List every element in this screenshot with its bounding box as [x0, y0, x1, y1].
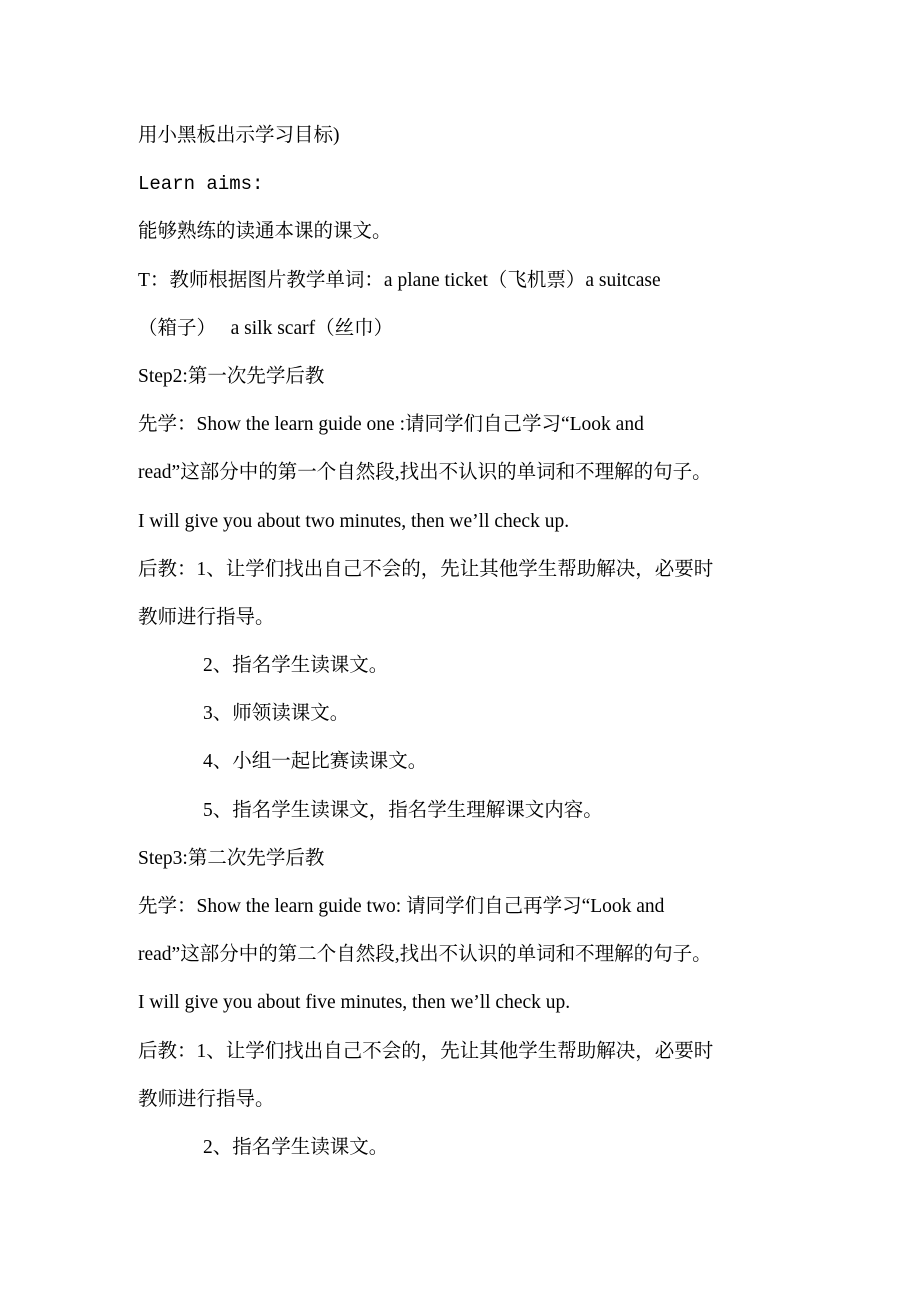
- paragraph-line: 后教：1、让学们找出自己不会的，先让其他学生帮助解决，必要时: [138, 1040, 714, 1062]
- paragraph-line: 教师进行指导。: [138, 1088, 275, 1110]
- section-heading: Step3:第二次先学后教: [138, 847, 325, 869]
- paragraph-line: 用小黑板出示学习目标): [138, 125, 340, 146]
- paragraph-line: 后教：1、让学们找出自己不会的，先让其他学生帮助解决，必要时: [138, 558, 714, 580]
- document-page: [138, 112, 788, 1172]
- list-item: 4、小组一起比赛读课文。: [203, 751, 428, 773]
- paragraph-line: 能够熟练的读通本课的课文。: [138, 221, 392, 243]
- paragraph-line: I will give you about five minutes, then we’ll check up.: [138, 992, 571, 1014]
- paragraph-line: read”这部分中的第二个自然段,找出不认识的单词和不理解的句子。: [138, 944, 712, 966]
- section-heading: Step2:第一次先学后教: [138, 365, 325, 387]
- paragraph-line: （箱子） a silk scarf（丝巾）: [138, 317, 394, 339]
- list-item: 5、指名学生读课文，指名学生理解课文内容。: [203, 799, 603, 821]
- list-item: 2、指名学生读课文。: [203, 1136, 389, 1158]
- paragraph-line: read”这部分中的第一个自然段,找出不认识的单词和不理解的句子。: [138, 462, 712, 484]
- list-item: 3、师领读课文。: [203, 703, 350, 725]
- paragraph-line: I will give you about two minutes, then we’ll check up.: [138, 510, 570, 532]
- paragraph-line: 先学：Show the learn guide one :请同学们自己学习“Look and: [138, 414, 644, 436]
- paragraph-line: 教师进行指导。: [138, 606, 275, 628]
- list-item: 2、指名学生读课文。: [203, 655, 389, 677]
- paragraph-line: Learn aims:: [138, 173, 264, 196]
- paragraph-line: 先学：Show the learn guide two: 请同学们自己再学习“Look and: [138, 896, 665, 917]
- paragraph-line: T：教师根据图片教学单词：a plane ticket（飞机票）a suitcase: [138, 269, 661, 291]
